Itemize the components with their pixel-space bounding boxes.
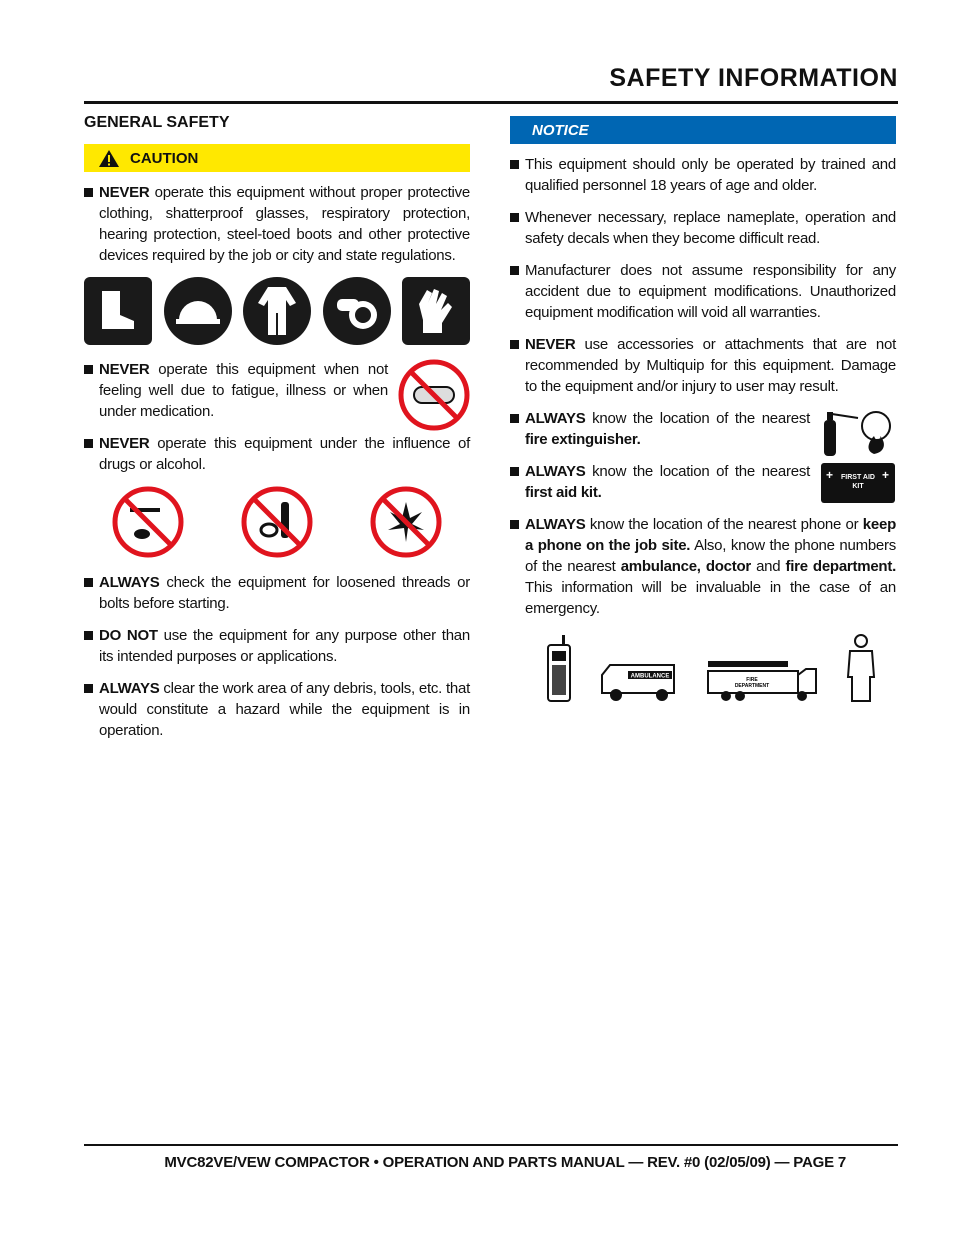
fatigue-block xyxy=(84,359,470,433)
prohibition-icon-row xyxy=(84,486,470,558)
section-heading: GENERAL SAFETY xyxy=(84,114,230,131)
notice-label: NOTICE xyxy=(532,121,589,139)
work-gloves-icon xyxy=(402,277,470,345)
bullet-first-aid: ALWAYS know the location of the nearest first aid kit. xyxy=(510,461,810,503)
no-drugs-icon xyxy=(112,486,184,558)
bullet-trained-personnel: This equipment should only be operated by trained and qualified personnel 18 years of age and older. xyxy=(510,154,896,196)
no-medication-icon xyxy=(398,359,470,431)
fire-label: FIRE xyxy=(746,677,758,683)
hard-hat-icon xyxy=(164,277,232,345)
coveralls-icon xyxy=(243,277,311,345)
ppe-icon-row xyxy=(84,277,470,345)
doctor-icon xyxy=(846,633,876,703)
bullet-replace-decals: Whenever necessary, replace nameplate, operation and safety decals when they become difficult read. xyxy=(510,207,896,249)
caution-label: CAUTION xyxy=(130,149,199,167)
first-aid-kit-label: KIT xyxy=(852,483,864,490)
bullet-intended-use: DO NOT use the equipment for any purpose other than its intended purposes or applications. xyxy=(84,625,470,667)
steel-toe-boot-icon xyxy=(84,277,152,345)
fire-truck-icon xyxy=(706,659,818,703)
bullet-accessories: NEVER use accessories or attachments that are not recommended by Multiquip for this equipment. Damage to the equipment and/or injury to user may result. xyxy=(510,334,896,397)
ambulance-label: AMBULANCE xyxy=(630,673,670,680)
bullet-fire-extinguisher: ALWAYS know the location of the nearest fire extinguisher. xyxy=(510,408,810,450)
fire-extinguisher-icon xyxy=(820,408,896,458)
title-rule xyxy=(84,101,898,104)
bullet-emergency-contacts: ALWAYS know the location of the nearest phone or keep a phone on the job site. Also, know the phone numbers of the nearest ambulance, doctor and fire department. This information will be invaluable in the case of an emergency. xyxy=(510,514,896,619)
caution-banner xyxy=(84,144,470,172)
first-aid-label: FIRST AID xyxy=(841,474,875,481)
bullet-clear-work-area: ALWAYS clear the work area of any debris, tools, etc. that would constitute a hazard while the equipment is in operation. xyxy=(84,678,470,741)
first-aid-block xyxy=(510,461,896,514)
left-column xyxy=(84,112,470,752)
bullet-modifications: Manufacturer does not assume responsibility for any accident due to equipment modifications. Unauthorized equipment modification will void all warranties. xyxy=(510,260,896,323)
notice-banner xyxy=(510,116,896,144)
bullet-protective-gear: NEVER operate this equipment without proper protective clothing, shatterproof glasses, respiratory protection, hearing protection, steel-toed boots and other protective devices required by the job or city and state regulations. xyxy=(84,182,470,266)
first-aid-kit-icon xyxy=(820,461,896,505)
emergency-icon-row xyxy=(546,633,876,703)
bullet-drugs-alcohol: NEVER operate this equipment under the influence of drugs or alcohol. xyxy=(84,433,470,475)
bullet-loose-threads: ALWAYS check the equipment for loosened threads or bolts before starting. xyxy=(84,572,470,614)
goggles-ear-protection-icon xyxy=(323,277,391,345)
bullet-fatigue: NEVER operate this equipment when not feeling well due to fatigue, illness or when under medication. xyxy=(84,359,388,422)
svg-text:+: + xyxy=(882,468,890,482)
no-marijuana-icon xyxy=(370,486,442,558)
fire-department-label: DEPARTMENT xyxy=(734,683,770,689)
svg-text:+: + xyxy=(826,468,834,482)
footer-rule xyxy=(84,1144,898,1146)
page-title: SAFETY INFORMATION xyxy=(609,64,898,92)
right-column xyxy=(510,116,896,703)
ambulance-icon xyxy=(600,659,678,703)
fire-extinguisher-block xyxy=(510,408,896,461)
mobile-phone-icon xyxy=(546,635,572,703)
page-footer: MVC82VE/VEW COMPACTOR • OPERATION AND PARTS MANUAL — REV. #0 (02/05/09) — PAGE 7 xyxy=(164,1154,846,1171)
warning-triangle-icon xyxy=(98,149,120,168)
no-alcohol-icon xyxy=(241,486,313,558)
